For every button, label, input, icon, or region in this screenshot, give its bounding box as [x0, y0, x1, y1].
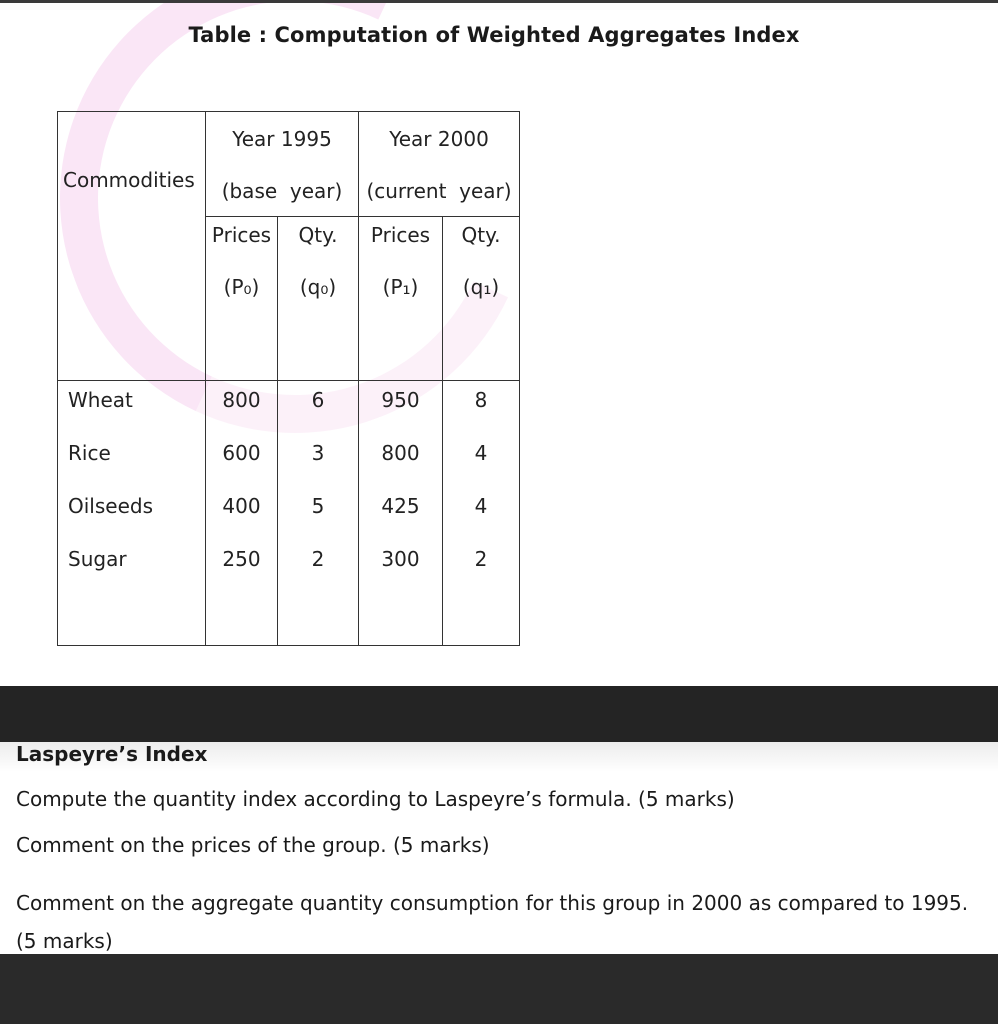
year-base-line2: (base year)	[221, 179, 343, 204]
question-2: Comment on the prices of the group. (5 marks)	[16, 833, 490, 857]
q1-column	[443, 381, 520, 646]
commodity-name: Sugar	[68, 547, 127, 571]
commodity-name: Oilseeds	[68, 494, 153, 518]
q1-value: 4	[474, 441, 488, 465]
year-current-line2: (current year)	[366, 179, 512, 204]
p1-header	[359, 217, 443, 381]
p1-value: 425	[381, 494, 420, 518]
year-current-header	[359, 112, 520, 217]
year-base-line1: Year 1995	[232, 127, 332, 152]
p0-value: 250	[222, 547, 261, 571]
question-3: Comment on the aggregate quantity consumption for this group in 2000 as compared to 1995. (5 marks)	[16, 891, 969, 953]
p0-header	[206, 217, 278, 381]
commodity-name: Rice	[68, 441, 111, 465]
questions-section	[0, 742, 998, 954]
table-title: Table : Computation of Weighted Aggregates Index	[188, 23, 800, 47]
q1-value: 8	[474, 388, 488, 412]
year-current-line1: Year 2000	[389, 127, 489, 152]
p0-value: 400	[222, 494, 261, 518]
p1-column	[359, 381, 443, 646]
dark-footer	[0, 954, 998, 1024]
q1-header	[443, 217, 520, 381]
q1-value: 4	[474, 494, 488, 518]
year-base-header	[206, 112, 359, 217]
question-1: Compute the quantity index according to Laspeyre’s formula. (5 marks)	[16, 787, 735, 811]
p1-value: 950	[381, 388, 420, 412]
dark-separator	[0, 686, 998, 742]
q0-value: 3	[311, 441, 325, 465]
q0-symbol: (q₀)	[299, 275, 337, 300]
index-table	[57, 111, 520, 646]
p1-symbol: (P₁)	[382, 275, 419, 300]
p0-column	[206, 381, 278, 646]
p0-symbol: (P₀)	[223, 275, 260, 300]
commodities-header	[58, 112, 206, 381]
q0-value: 5	[311, 494, 325, 518]
q0-value: 6	[311, 388, 325, 412]
p1-label: Prices	[370, 223, 431, 248]
q0-value: 2	[311, 547, 325, 571]
p0-value: 600	[222, 441, 261, 465]
commodities-label: Commodities	[63, 168, 195, 192]
commodity-name: Wheat	[68, 388, 133, 412]
p0-value: 800	[222, 388, 261, 412]
commodity-names-column	[58, 381, 206, 646]
q0-column	[278, 381, 359, 646]
q1-symbol: (q₁)	[462, 275, 500, 300]
questions-heading: Laspeyre’s Index	[16, 742, 208, 766]
p1-value: 800	[381, 441, 420, 465]
q1-value: 2	[474, 547, 488, 571]
p0-label: Prices	[211, 223, 272, 248]
p1-value: 300	[381, 547, 420, 571]
q0-label: Qty.	[298, 223, 338, 248]
q1-label: Qty.	[461, 223, 501, 248]
q0-header	[278, 217, 359, 381]
